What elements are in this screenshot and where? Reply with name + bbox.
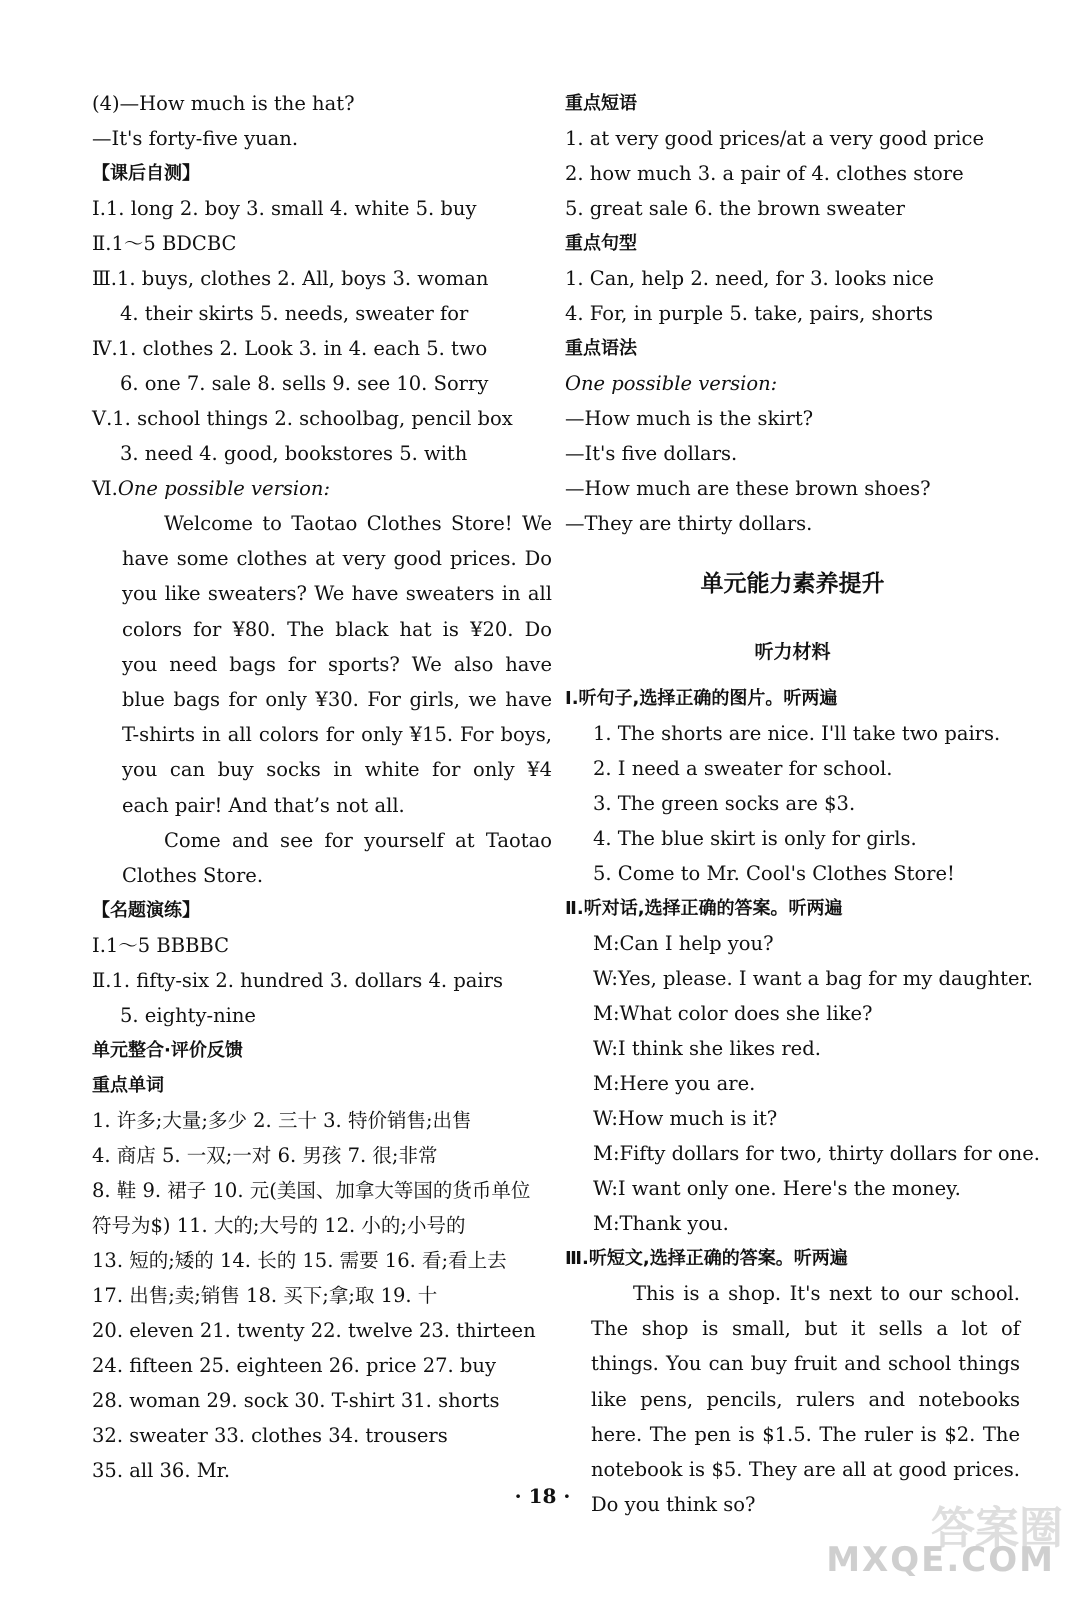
- vi-label: Ⅵ.: [92, 477, 118, 500]
- intro-line: (4)—How much is the hat?: [92, 92, 355, 115]
- listening-line: 1. The shorts are nice. I'll take two pairs.: [593, 722, 1001, 745]
- vocab-line: 20. eleven 21. twenty 22. twelve 23. thirteen: [92, 1319, 536, 1343]
- listening-material-title: 听力材料: [754, 641, 831, 663]
- dialogue-line: M:Thank you.: [593, 1212, 729, 1235]
- vocab-line: 17. 出售;卖;销售 18. 买下;拿;取 19. 十: [92, 1284, 438, 1308]
- writing-sample: [92, 506, 552, 893]
- key-grammar-heading: 重点语法: [565, 338, 637, 359]
- vocab-line: 1. 许多;大量;多少 2. 三十 3. 特价销售;出售: [92, 1109, 472, 1133]
- grammar-line: —How much are these brown shoes?: [565, 477, 931, 500]
- listening-line: 2. I need a sweater for school.: [593, 757, 893, 780]
- writing-paragraph: Come and see for yourself at Taotao Clothes Store.: [122, 828, 552, 888]
- answer-line: Ⅱ.1. fifty-six 2. hundred 3. dollars 4. pairs: [92, 969, 503, 993]
- vocab-line: 35. all 36. Mr.: [92, 1459, 231, 1483]
- dialogue-line: M:Here you are.: [593, 1072, 756, 1095]
- possible-version-label: One possible version:: [565, 372, 778, 395]
- vocab-line: 13. 短的;矮的 14. 长的 15. 需要 16. 看;看上去: [92, 1249, 507, 1273]
- sentence-line: 1. Can, help 2. need, for 3. looks nice: [565, 267, 934, 290]
- possible-version-label: One possible version:: [117, 477, 331, 500]
- unit-integration-heading: 单元整合·评价反馈: [92, 1040, 243, 1062]
- key-words-heading: 重点单词: [92, 1075, 164, 1097]
- answer-line: 6. one 7. sale 8. sells 9. see 10. Sorry: [120, 372, 489, 395]
- after-class-test-heading: 【课后自测】: [92, 163, 200, 184]
- answer-line: 5. eighty-nine: [120, 1004, 256, 1028]
- intro-line: —It's forty-five yuan.: [92, 127, 299, 150]
- dialogue-line: W:How much is it?: [593, 1107, 778, 1130]
- dialogue-line: W:I want only one. Here's the money.: [593, 1177, 961, 1200]
- sentence-line: 4. For, in purple 5. take, pairs, shorts: [565, 302, 933, 325]
- watermark-text: MXQE.COM: [826, 1540, 1055, 1580]
- key-sentences-heading: 重点句型: [565, 233, 637, 254]
- writing-paragraph: Welcome to Taotao Clothes Store! We have some clothes at very good prices. Do you like sweaters? We have sweaters in all colors for ¥80. The black hat is ¥20. Do you need bags for sports? We also have blue bags for only ¥30. For girls, we have T-shirts in all colors for only ¥15. For boys, you can buy socks in white for only ¥4 each pair! And that’s not all.: [122, 512, 552, 817]
- listening-line: 3. The green socks are $3.: [593, 792, 856, 815]
- grammar-line: —They are thirty dollars.: [565, 512, 813, 535]
- answer-line: Ⅳ.1. clothes 2. Look 3. in 4. each 5. two: [92, 337, 488, 360]
- listening-part1-heading: Ⅰ.听句子,选择正确的图片。听两遍: [565, 688, 838, 709]
- dialogue-line: M:Fifty dollars for two, thirty dollars for one.: [593, 1142, 1040, 1165]
- grammar-line: —How much is the skirt?: [565, 407, 814, 430]
- page-number: · 18 ·: [514, 1484, 571, 1508]
- right-column: [565, 86, 1040, 1522]
- dialogue-line: W:Yes, please. I want a bag for my daughter.: [593, 967, 1033, 990]
- passage-paragraph: This is a shop. It's next to our school. The shop is small, but it sells a lot of things. You can buy fruit and school things like pens, pencils, rulers and notebooks here. The pen is $1.5. The ruler is $2. The notebook is $5. They are all at good prices. Do you think so?: [591, 1282, 1020, 1517]
- phrase-line: 5. great sale 6. the brown sweater: [565, 197, 905, 220]
- answer-line: Ⅱ.1～5 BDCBC: [92, 232, 237, 255]
- dialogue-line: W:I think she likes red.: [593, 1037, 821, 1060]
- watermark-logo: 答案圈: [931, 1503, 1063, 1554]
- listening-line: 5. Come to Mr. Cool's Clothes Store!: [593, 862, 955, 885]
- answer-line: Ⅴ.1. school things 2. schoolbag, pencil box: [92, 407, 513, 430]
- listening-part2-heading: Ⅱ.听对话,选择正确的答案。听两遍: [565, 898, 843, 919]
- listening-line: 4. The blue skirt is only for girls.: [593, 827, 917, 850]
- phrase-line: 1. at very good prices/at a very good price: [565, 127, 985, 150]
- phrase-line: 2. how much 3. a pair of 4. clothes store: [565, 162, 964, 185]
- vi-line: [92, 471, 552, 506]
- vocab-line: 32. sweater 33. clothes 34. trousers: [92, 1424, 448, 1448]
- dialogue-line: M:What color does she like?: [593, 1002, 873, 1025]
- vocab-line: 28. woman 29. sock 30. T-shirt 31. shorts: [92, 1389, 500, 1413]
- famous-exercises-heading: 【名题演练】: [92, 900, 200, 922]
- answer-line: 3. need 4. good, bookstores 5. with: [120, 442, 468, 465]
- key-phrases-heading: 重点短语: [565, 93, 637, 114]
- unit-ability-title: 单元能力素养提升: [700, 571, 885, 597]
- grammar-line: —It's five dollars.: [565, 442, 738, 465]
- vocab-line: 8. 鞋 9. 裙子 10. 元(美国、加拿大等国的货币单位: [92, 1179, 531, 1203]
- vocab-line: 符号为$) 11. 大的;大号的 12. 小的;小号的: [92, 1214, 466, 1238]
- answer-line: 4. their skirts 5. needs, sweater for: [120, 302, 469, 325]
- listening-part3-heading: Ⅲ.听短文,选择正确的答案。听两遍: [565, 1248, 848, 1269]
- answer-line: Ⅲ.1. buys, clothes 2. All, boys 3. woman: [92, 267, 489, 290]
- answer-line: Ⅰ.1～5 BBBBC: [92, 934, 230, 958]
- vocab-line: 4. 商店 5. 一双;一对 6. 男孩 7. 很;非常: [92, 1144, 438, 1168]
- dialogue-line: M:Can I help you?: [593, 932, 774, 955]
- left-column: [92, 86, 552, 1488]
- answer-line: Ⅰ.1. long 2. boy 3. small 4. white 5. buy: [92, 197, 477, 220]
- vocab-line: 24. fifteen 25. eighteen 26. price 27. buy: [92, 1354, 496, 1378]
